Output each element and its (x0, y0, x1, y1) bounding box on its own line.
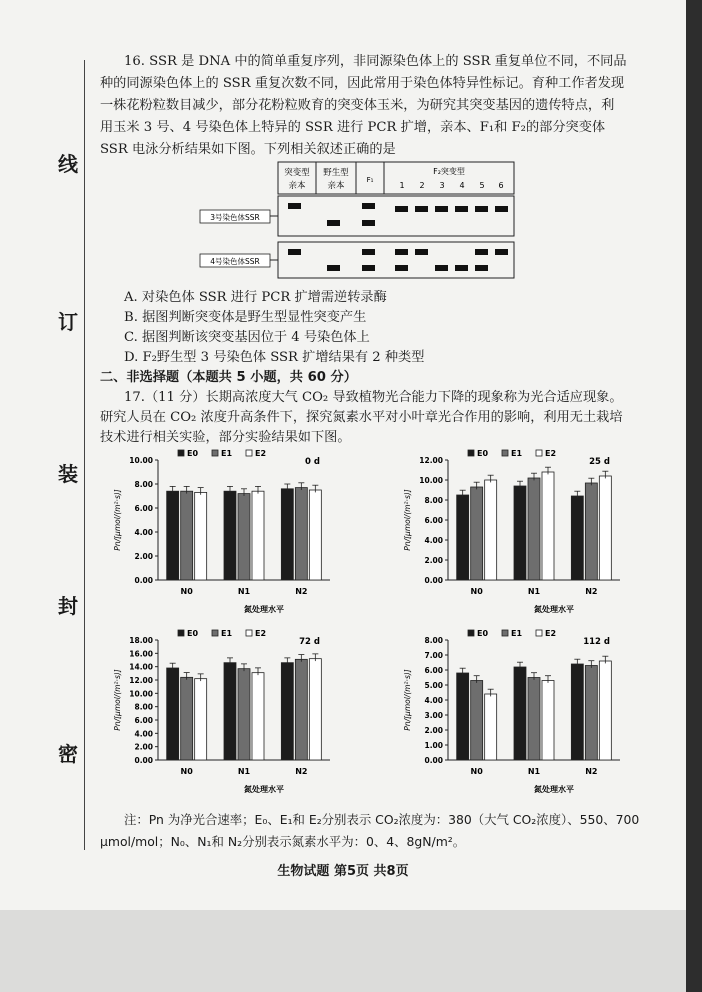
y-tick-label: 1.00 (424, 741, 443, 750)
bar-E1-N0 (181, 491, 193, 580)
y-tick-label: 8.00 (424, 496, 443, 505)
y-tick-label: 10.00 (129, 456, 153, 465)
y-tick-label: 4.00 (134, 729, 153, 739)
x-axis-label: 氮处理水平 (244, 785, 284, 794)
legend-swatch-E1 (212, 450, 218, 456)
x-tick-label: N2 (585, 767, 598, 776)
y-tick-label: 2.00 (424, 556, 443, 565)
legend-label-E1: E1 (221, 629, 233, 638)
y-tick-label: 3.00 (424, 711, 443, 720)
y-tick-label: 10.00 (129, 689, 153, 699)
pn-chart-0d (108, 448, 340, 620)
bar-E1-N0 (471, 487, 483, 580)
header-mutant-parent: 亲本 (288, 181, 306, 191)
bar-E0-N1 (224, 491, 236, 580)
margin-char-xian: 线 (58, 152, 78, 176)
binding-line (84, 60, 85, 850)
x-tick-label: N2 (295, 587, 308, 596)
bar-E1-N1 (238, 494, 250, 580)
legend-label-E1: E1 (511, 449, 523, 458)
legend-swatch-E1 (502, 450, 508, 456)
legend-label-E2: E2 (545, 449, 557, 458)
header-mutant: 突变型 (284, 168, 310, 178)
y-tick-label: 7.00 (424, 651, 443, 660)
x-tick-label: N0 (470, 767, 483, 776)
y-tick-label: 5.00 (424, 681, 443, 690)
bar-E2-N0 (485, 480, 497, 580)
legend-swatch-E0 (178, 450, 184, 456)
gel-row-chr4 (200, 242, 514, 278)
y-tick-label: 2.00 (134, 552, 153, 561)
legend-label-E0: E0 (187, 449, 199, 458)
bar-E1-N2 (585, 666, 597, 761)
q16-option-a: A. 对染色体 SSR 进行 PCR 扩增需逆转录酶 (124, 290, 387, 305)
row-label-chr3: 3号染色体SSR (210, 213, 260, 222)
y-tick-label: 4.00 (134, 528, 153, 537)
y-tick-label: 8.00 (134, 480, 153, 489)
q16-option-d: D. F₂野生型 3 号染色体 SSR 扩增结果有 2 种类型 (124, 350, 425, 365)
bar-E2-N1 (542, 472, 554, 580)
legend-swatch-E0 (178, 630, 184, 636)
header-f1: F₁ (366, 176, 374, 184)
bar-E2-N2 (599, 476, 611, 580)
legend-swatch-E1 (502, 630, 508, 636)
x-tick-label: N0 (470, 587, 483, 596)
lane-3: 3 (439, 181, 445, 190)
bar-E2-N2 (309, 490, 321, 580)
y-axis-label: Pn/[μmol/(m²·s)] (113, 669, 122, 731)
bar-E0-N2 (281, 489, 293, 580)
bar-E0-N2 (281, 663, 293, 760)
x-axis-label: 氮处理水平 (534, 605, 574, 614)
y-tick-label: 4.00 (424, 696, 443, 705)
legend-label-E0: E0 (477, 449, 489, 458)
page-bottom-background (0, 910, 686, 992)
bar-E0-N1 (224, 663, 236, 760)
y-tick-label: 2.00 (134, 742, 153, 752)
y-tick-label: 16.00 (129, 649, 153, 659)
q16-line-2: 种的同源染色体上的 SSR 重复次数不同，因此常用于染色体特异性标记。育种工作者发现 (100, 76, 625, 91)
page-footer: 生物试题 第5页 共8页 (277, 864, 409, 879)
pn-chart-72d (108, 628, 340, 800)
bar-E1-N0 (181, 677, 193, 760)
bar-E2-N0 (195, 492, 207, 580)
x-tick-label: N1 (237, 587, 251, 596)
q17-line-2: 研究人员在 CO₂ 浓度升高条件下，探究氮素水平对小叶章光合作用的影响，利用无土栽培 (100, 410, 623, 425)
bar-E0-N1 (514, 486, 526, 580)
x-axis-label: 氮处理水平 (534, 785, 574, 794)
bar-E1-N1 (528, 678, 540, 761)
bar-E2-N2 (309, 659, 321, 760)
legend-label-E2: E2 (255, 629, 267, 638)
bar-E0-N0 (457, 495, 469, 580)
y-tick-label: 0.00 (424, 576, 443, 585)
gel-header-row (278, 162, 514, 194)
legend-label-E0: E0 (477, 629, 489, 638)
legend-swatch-E2 (246, 450, 252, 456)
bar-E1-N2 (295, 659, 307, 760)
y-tick-label: 0.00 (134, 576, 153, 585)
gel-row-chr3 (200, 196, 514, 236)
legend-swatch-E2 (536, 450, 542, 456)
bar-E1-N2 (295, 488, 307, 580)
bar-E2-N0 (485, 694, 497, 760)
chart-annotation: 112 d (583, 637, 610, 647)
q17-line-1: 17.（11 分）长期高浓度大气 CO₂ 导致植物光合能力下降的现象称为光合适应现象。 (124, 390, 623, 405)
bar-E2-N1 (542, 681, 554, 761)
x-axis-label: 氮处理水平 (244, 605, 284, 614)
lane-1: 1 (399, 181, 405, 190)
chart-annotation: 25 d (589, 457, 610, 467)
y-tick-label: 8.00 (424, 636, 443, 645)
bar-E0-N0 (167, 668, 179, 760)
y-tick-label: 6.00 (424, 516, 443, 525)
legend-swatch-E0 (468, 450, 474, 456)
bar-E0-N0 (167, 491, 179, 580)
bar-E1-N0 (471, 681, 483, 761)
q16-option-b: B. 据图判断突变体是野生型显性突变产生 (124, 310, 367, 325)
y-tick-label: 4.00 (424, 536, 443, 545)
bar-E0-N2 (571, 496, 583, 580)
bar-E0-N1 (514, 667, 526, 760)
y-tick-label: 6.00 (134, 716, 153, 725)
x-tick-label: N2 (585, 587, 598, 596)
bar-E2-N2 (599, 661, 611, 760)
row-label-chr4: 4号染色体SSR (210, 257, 260, 266)
bar-E0-N0 (457, 673, 469, 760)
q16-line-3: 一株花粉粒数目减少，部分花粉粒败育的突变体玉米，为研究其突变基因的遗传特点，利 (100, 98, 615, 113)
legend-label-E0: E0 (187, 629, 199, 638)
y-tick-label: 10.00 (419, 476, 443, 485)
lane-4: 4 (459, 181, 465, 190)
x-tick-label: N1 (527, 767, 541, 776)
margin-char-feng: 封 (58, 594, 78, 618)
y-axis-label: Pn/[μmol/(m²·s)] (113, 489, 122, 551)
y-tick-label: 6.00 (424, 666, 443, 675)
x-tick-label: N2 (295, 767, 308, 776)
margin-char-zhuang: 装 (58, 462, 78, 486)
header-f2-mutant: F₂突变型 (433, 167, 465, 176)
note-line-1: 注：Pn 为净光合速率；E₀、E₁和 E₂分别表示 CO₂浓度为：380（大气 CO₂浓度）、550、700 (124, 812, 640, 827)
legend-swatch-E2 (246, 630, 252, 636)
pn-chart-25d (398, 448, 630, 620)
x-tick-label: N0 (180, 587, 193, 596)
legend-swatch-E2 (536, 630, 542, 636)
x-tick-label: N0 (180, 767, 193, 776)
y-tick-label: 2.00 (424, 726, 443, 735)
y-axis-label: Pn/[μmol/(m²·s)] (403, 489, 412, 551)
y-tick-label: 12.00 (129, 676, 153, 685)
section-2-title: 二、非选择题（本题共 5 小题，共 60 分） (100, 370, 357, 385)
bar-E2-N0 (195, 679, 207, 760)
legend-label-E1: E1 (511, 629, 523, 638)
y-tick-label: 0.00 (424, 756, 443, 765)
legend-swatch-E1 (212, 630, 218, 636)
legend-label-E2: E2 (545, 629, 557, 638)
note-line-2: μmol/mol；N₀、N₁和 N₂分别表示氮素水平为：0、4、8gN/m²。 (100, 834, 466, 849)
bar-E1-N1 (528, 478, 540, 580)
ssr-gel-figure (196, 160, 526, 280)
q16-line-1: 16. SSR 是 DNA 中的简单重复序列，非同源染色体上的 SSR 重复单位不同，不同品 (124, 54, 627, 69)
bar-E1-N1 (238, 669, 250, 760)
margin-char-mi: 密 (58, 742, 78, 766)
y-tick-label: 18.00 (129, 636, 153, 645)
page-edge-shadow (686, 0, 702, 992)
q16-line-4: 用玉米 3 号、4 号染色体上特异的 SSR 进行 PCR 扩增，亲本、F₁和 F₂的部分突变体 (100, 120, 606, 135)
y-tick-label: 8.00 (134, 702, 153, 712)
y-tick-label: 6.00 (134, 504, 153, 513)
q17-line-3: 技术进行相关实验，部分实验结果如下图。 (100, 430, 351, 445)
bar-E2-N1 (252, 673, 264, 760)
margin-char-ding: 订 (58, 310, 78, 334)
q16-line-5: SSR 电泳分析结果如下图。下列相关叙述正确的是 (100, 142, 396, 157)
lane-6: 6 (498, 181, 504, 190)
legend-label-E2: E2 (255, 449, 267, 458)
y-tick-label: 14.00 (129, 662, 153, 672)
bar-E2-N1 (252, 491, 264, 580)
chart-annotation: 0 d (305, 457, 320, 467)
legend-swatch-E0 (468, 630, 474, 636)
bar-E1-N2 (585, 483, 597, 580)
header-wild-parent: 亲本 (327, 181, 345, 191)
lane-5: 5 (479, 181, 485, 190)
legend-label-E1: E1 (221, 449, 233, 458)
bar-E0-N2 (571, 664, 583, 760)
lane-2: 2 (419, 181, 425, 190)
x-tick-label: N1 (237, 767, 251, 776)
header-wild: 野生型 (323, 168, 349, 178)
y-tick-label: 0.00 (134, 756, 153, 765)
chart-annotation: 72 d (299, 637, 320, 647)
x-tick-label: N1 (527, 587, 541, 596)
q16-option-c: C. 据图判断该突变基因位于 4 号染色体上 (124, 330, 370, 345)
y-axis-label: Pn/[μmol/(m²·s)] (403, 669, 412, 731)
y-tick-label: 12.00 (419, 456, 443, 465)
pn-chart-112d (398, 628, 630, 800)
